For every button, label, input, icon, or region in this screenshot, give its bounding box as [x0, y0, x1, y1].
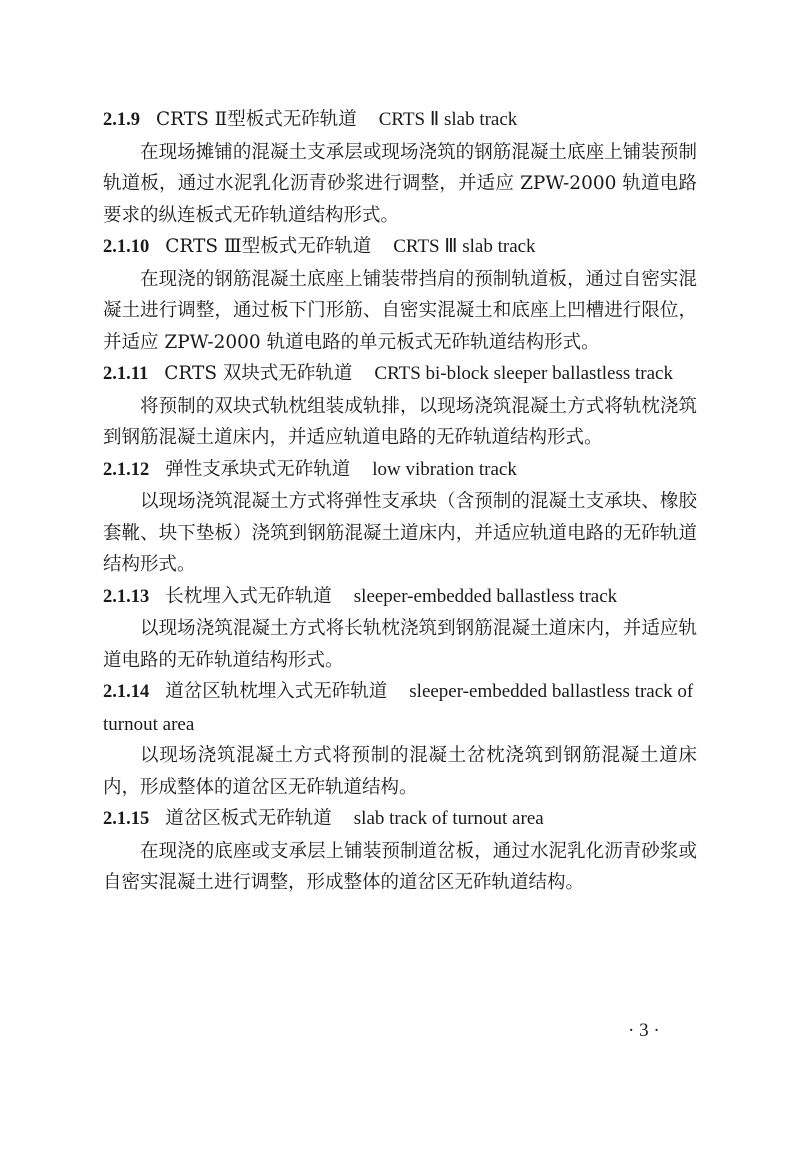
term-chinese: CRTS 双块式无砟轨道	[164, 363, 353, 384]
clause-number: 2.1.11	[103, 364, 149, 384]
entry-2-1-11	[103, 358, 697, 454]
term-heading	[103, 231, 697, 264]
term-english: CRTS Ⅱ slab track	[378, 109, 518, 130]
term-english: low vibration track	[372, 458, 517, 480]
term-english: CRTS Ⅲ slab track	[393, 236, 536, 257]
entry-2-1-13	[103, 581, 697, 677]
term-definition: 以现场浇筑混凝土方式将弹性支承块（含预制的混凝土支承块、橡胶套靴、块下垫板）浇筑到钢筋混凝土道床内，并适应轨道电路的无砟轨道结构形式。	[103, 491, 697, 575]
term-definition: 以现场浇筑混凝土方式将预制的混凝土岔枕浇筑到钢筋混凝土道床内，形成整体的道岔区无砟轨道结构。	[103, 745, 697, 798]
page-number: · 3 ·	[628, 1020, 660, 1041]
term-definition: 以现场浇筑混凝土方式将长轨枕浇筑到钢筋混凝土道床内，并适应轨道电路的无砟轨道结构形式。	[103, 618, 697, 671]
term-definition: 在现场摊铺的混凝土支承层或现场浇筑的钢筋混凝土底座上铺装预制轨道板，通过水泥乳化沥青砂浆进行调整，并适应 ZPW-2000 轨道电路要求的纵连板式无砟轨道结构形式。	[103, 141, 697, 226]
term-heading	[103, 454, 697, 487]
entry-2-1-15	[103, 803, 697, 899]
entry-2-1-10	[103, 231, 697, 358]
term-english: slab track of turnout area	[353, 808, 544, 829]
document-page	[103, 104, 697, 899]
term-definition: 在现浇的钢筋混凝土底座上铺装带挡肩的预制轨道板，通过自密实混凝土进行调整，通过板下门形筋、自密实混凝土和底座上凹槽进行限位，并适应 ZPW-2000 轨道电路的单元板式无砟轨道结构形式。	[103, 268, 697, 353]
clause-number: 2.1.9	[103, 110, 140, 130]
term-heading	[103, 358, 697, 391]
clause-number: 2.1.10	[103, 237, 150, 257]
term-heading	[103, 104, 697, 137]
term-chinese: 道岔区轨枕埋入式无砟轨道	[165, 681, 388, 702]
entry-2-1-9	[103, 104, 697, 231]
term-heading	[103, 803, 697, 836]
term-chinese: CRTS Ⅲ型板式无砟轨道	[165, 236, 372, 257]
clause-number: 2.1.14	[103, 682, 150, 702]
term-english: CRTS bi-block sleeper ballastless track	[374, 363, 673, 384]
term-heading	[103, 676, 697, 740]
term-definition: 将预制的双块式轨枕组装成轨排，以现场浇筑混凝土方式将轨枕浇筑到钢筋混凝土道床内，并适应轨道电路的无砟轨道结构形式。	[103, 395, 697, 448]
term-definition: 在现浇的底座或支承层上铺装预制道岔板，通过水泥乳化沥青砂浆或自密实混凝土进行调整，形成整体的道岔区无砟轨道结构。	[103, 840, 697, 893]
term-chinese: 道岔区板式无砟轨道	[165, 808, 332, 829]
entry-2-1-12	[103, 454, 697, 581]
term-heading	[103, 581, 697, 614]
term-english: sleeper-embedded ballastless track	[353, 585, 618, 607]
term-english: sleeper-embedded ballastless track of turnout area	[103, 681, 694, 735]
entry-2-1-14	[103, 676, 697, 803]
term-chinese: 弹性支承块式无砟轨道	[165, 458, 351, 480]
clause-number: 2.1.15	[103, 809, 150, 829]
clause-number: 2.1.12	[103, 459, 150, 480]
term-chinese: 长枕埋入式无砟轨道	[165, 585, 332, 607]
clause-number: 2.1.13	[103, 586, 150, 607]
term-chinese: CRTS Ⅱ型板式无砟轨道	[156, 109, 357, 130]
